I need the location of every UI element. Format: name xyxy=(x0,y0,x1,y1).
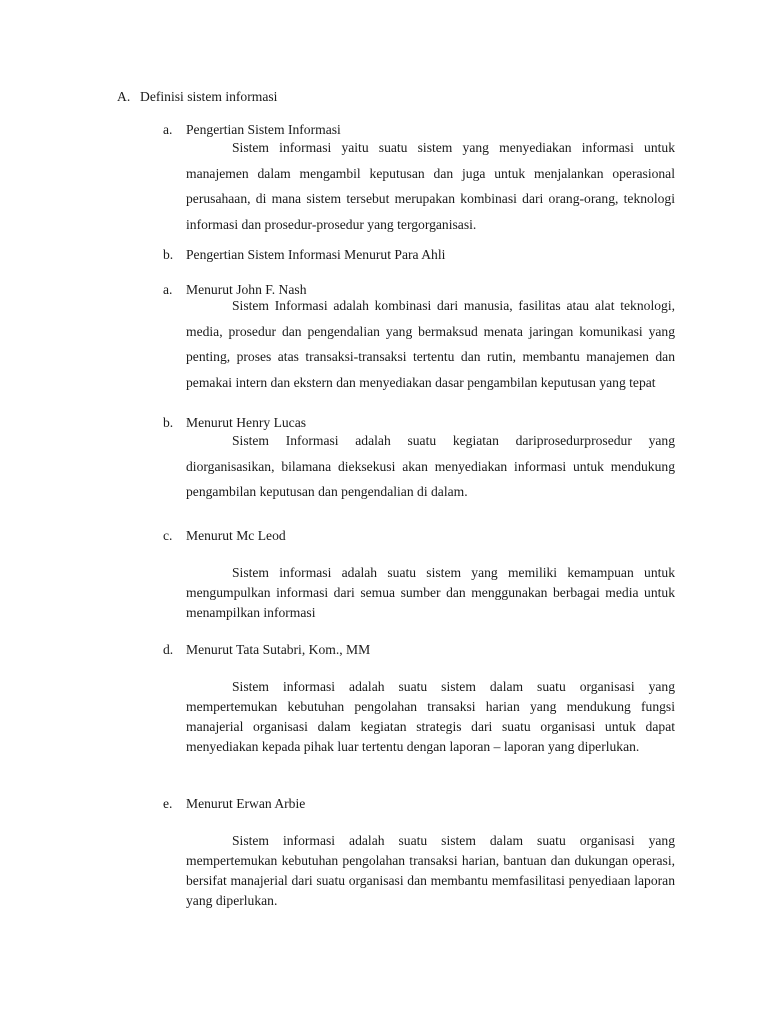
item-heading: Menurut Erwan Arbie xyxy=(186,796,306,811)
item-paragraph: Sistem informasi yaitu suatu sistem yang menyediakan informasi untuk manajemen dalam mengambil keputusan dan juga untuk menjalankan operasional perusahaan, di mana sistem tersebut merupakan kombinasi dari orang-orang, teknologi informasi dan prosedur-prosedur yang tergorganisasi. xyxy=(186,140,675,233)
item-heading: Menurut Mc Leod xyxy=(186,528,286,543)
item-heading: Menurut John F. Nash xyxy=(186,282,307,297)
item-heading: Menurut Tata Sutabri, Kom., MM xyxy=(186,642,371,657)
item-marker: c. xyxy=(163,528,173,543)
item-paragraph: Sistem informasi adalah suatu sistem dalam suatu organisasi yang mempertemukan kebutuhan pengolahan transaksi harian yang mendukung fungsi manajerial organisasi dalam kegiatan strategis dari suatu organisasi untuk dapat menyediakan kepada pihak luar tertentu dengan laporan – laporan yang diperlukan. xyxy=(186,679,675,754)
section-marker: A. xyxy=(117,89,131,104)
item-heading: Pengertian Sistem Informasi Menurut Para Ahli xyxy=(186,247,446,262)
item-marker: e. xyxy=(163,796,173,811)
item-marker: a. xyxy=(163,122,173,137)
section-title: Definisi sistem informasi xyxy=(140,89,278,104)
item-paragraph: Sistem Informasi adalah kombinasi dari manusia, fasilitas atau alat teknologi, media, prosedur dan pengendalian yang bermaksud menata jaringan komunikasi yang penting, proses atas transaksi-transaksi tertentu dan rutin, membantu manajemen dan pemakai intern dan ekstern dan menyediakan dasar pengambilan keputusan yang tepat xyxy=(186,298,675,391)
item-marker: a. xyxy=(163,282,173,297)
item-paragraph: Sistem informasi adalah suatu sistem yang memiliki kemampuan untuk mengumpulkan informasi dari semua sumber dan menggunakan berbagai media untuk menampilkan informasi xyxy=(186,565,675,620)
item-paragraph: Sistem informasi adalah suatu sistem dalam suatu organisasi yang mempertemukan kebutuhan pengolahan transaksi harian, bantuan dan dukungan operasi, bersifat manajerial dari suatu organisasi dan membantu memfasilitasi penyediaan laporan yang diperlukan. xyxy=(186,833,675,908)
item-marker: b. xyxy=(163,247,174,262)
item-paragraph: Sistem Informasi adalah suatu kegiatan dariprosedurprosedur yang diorganisasikan, bilamana dieksekusi akan menyediakan informasi untuk mendukung pengambilan keputusan dan pengendalian di dalam. xyxy=(186,433,675,500)
item-heading: Pengertian Sistem Informasi xyxy=(186,122,341,137)
item-heading: Menurut Henry Lucas xyxy=(186,415,307,430)
item-marker: d. xyxy=(163,642,174,657)
item-marker: b. xyxy=(163,415,174,430)
